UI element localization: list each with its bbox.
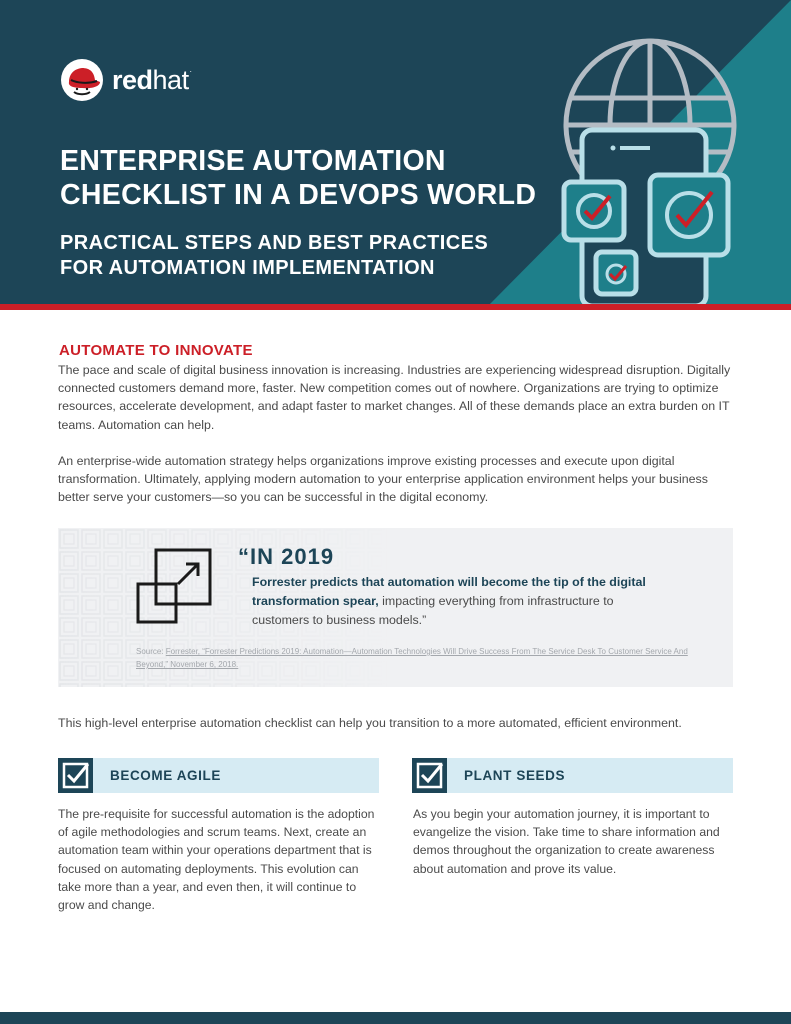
checklist-body: As you begin your automation journey, it is important to evangelize the vision. Take time to share information and demos throughout the organization to create awareness about automation and prove its value. [413,807,720,876]
footer-bar [0,1012,791,1024]
checklist-header-plant-seeds [412,758,733,793]
quote-text [252,573,672,630]
title-line-2: CHECKLIST IN A DEVOPS WORLD [60,179,537,211]
title-line-1: ENTERPRISE AUTOMATION [60,145,446,177]
redhat-shadowman-icon [60,58,104,102]
page-title [60,144,550,212]
page-subtitle [60,231,540,281]
section-heading: AUTOMATE TO INNOVATE [59,342,253,359]
forrester-quote-box [58,528,733,687]
quote-bold-text: Forrester predicts that automation will become the tip of the digital transformation spear, [252,575,646,608]
checklist-intro: This high-level enterprise automation checklist can help you transition to a more automated, efficient environment. [58,716,682,730]
quote-rest-text: impacting everything from infrastructure to customers to business models.” [252,594,614,627]
checklist-body: The pre-requisite for successful automation is the adoption of agile methodologies and scrum teams. Next, create an automation team within your operations department that is focused on automating deployments. This evolution can take more than a year, and even then, it will continue to grow and change. [58,807,375,913]
checklist-title: BECOME AGILE [110,768,221,783]
subtitle-line-2: FOR AUTOMATION IMPLEMENTATION [60,257,435,279]
quote-source: Source: Forrester, “Forrester Predictions 2019: Automation—Automation Technologies Will Drive Success From The Service Desk To Customer Service And Beyond,” November 6, 2018. [136,647,688,669]
quote-year: “IN 2019 [238,544,335,569]
checklist-header-become-agile [58,758,379,793]
subtitle-line-1: PRACTICAL STEPS AND BEST PRACTICES [60,232,489,254]
red-divider-stripe [0,304,791,310]
redhat-logo [60,58,191,102]
header-banner [0,0,791,306]
checklist-title: PLANT SEEDS [464,768,566,783]
checkbox-icon [412,758,447,793]
scale-up-arrow-icon [136,548,214,626]
source-link[interactable]: Forrester, “Forrester Predictions 2019: Automation—Automation Technologies Will Drive Success From The Service Desk To Customer Service And Beyond,” November 6, 2018. [136,647,688,669]
globe-phone-checklist-illustration [540,30,770,306]
intro-paragraph-2: An enterprise-wide automation strategy helps organizations improve existing processes and execute upon digital transformation. Ultimately, applying modern automation to your enterprise application environment helps your business better serve your customers—so you can be successful in the digital economy. [58,454,708,505]
checkbox-icon [58,758,93,793]
intro-paragraph-1: The pace and scale of digital business innovation is increasing. Industries are experiencing widespread disruption. Digitally connected customers demand more, faster. New competition comes out of nowhere. Organizations are trying to optimize resources, accelerate development, and adapt faster to market changes. All of these demands place an extra burden on IT teams. Automation can help. [58,363,731,432]
logo-wordmark: redhat. [112,64,192,95]
